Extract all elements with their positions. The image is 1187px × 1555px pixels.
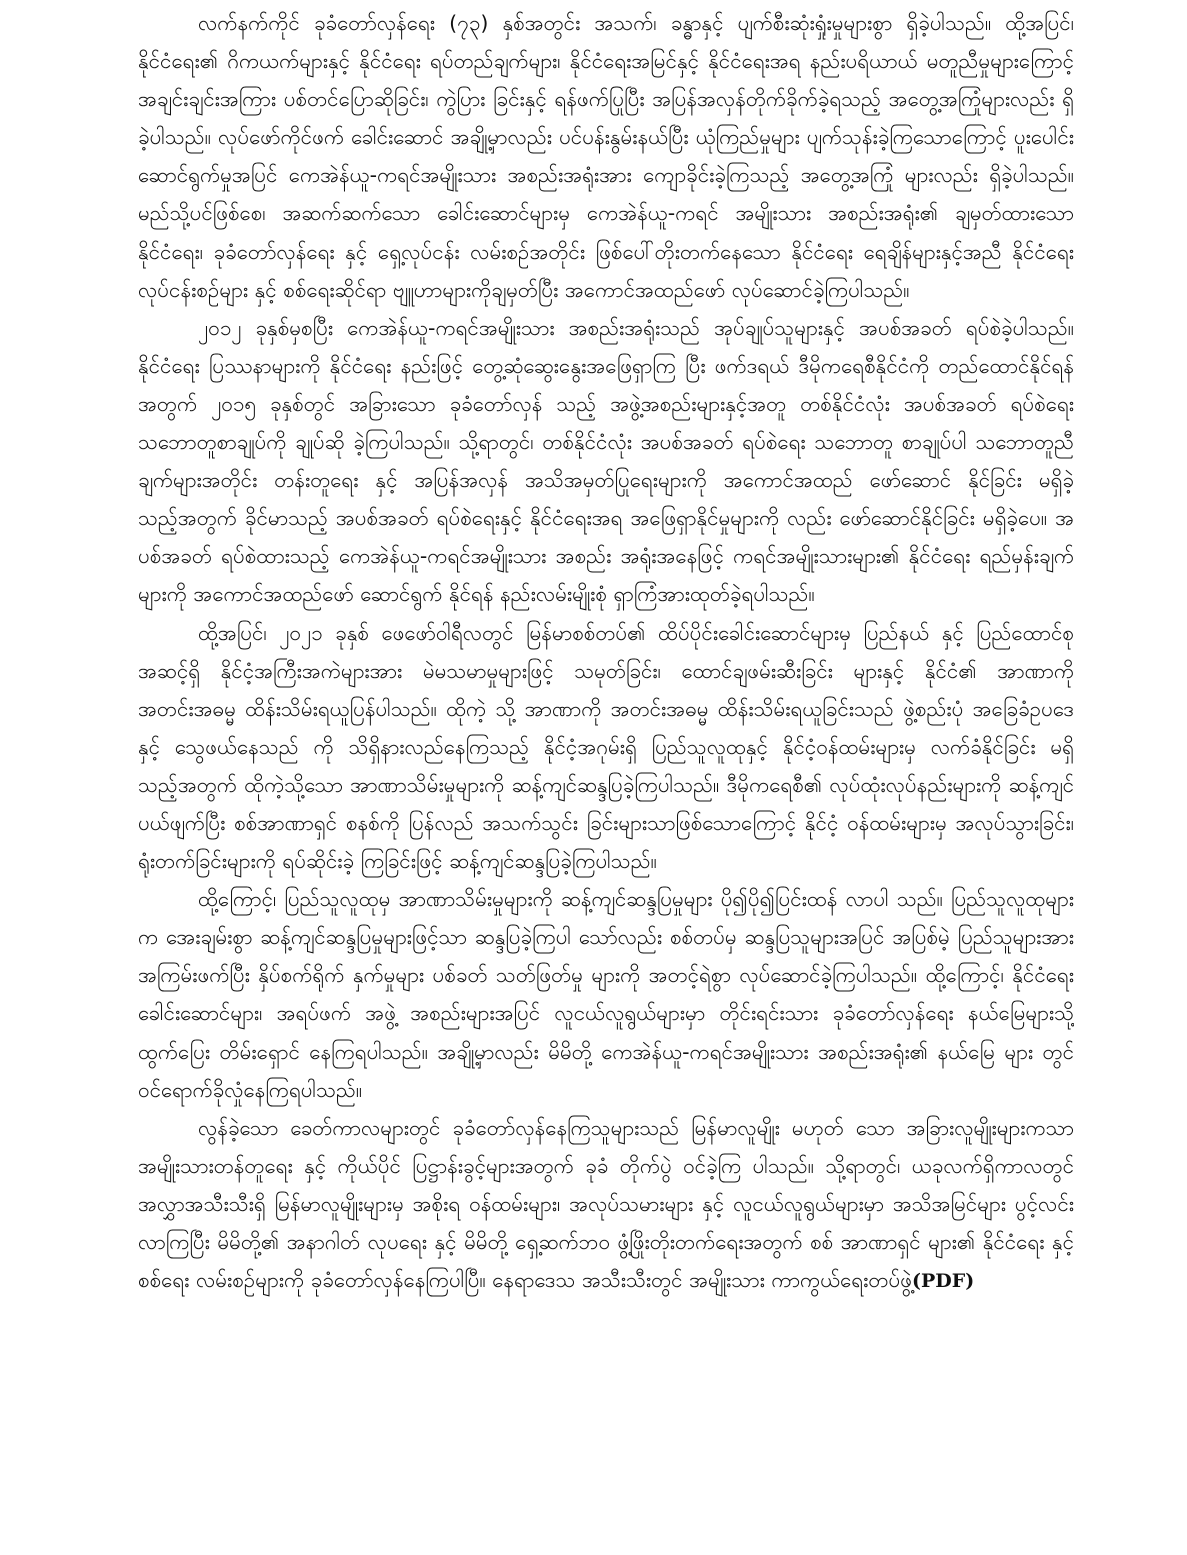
document-page <box>138 4 1074 1548</box>
paragraph-1: လက်နက်ကိုင် ခုခံတော်လှန်ရေး (၇၃) နှစ်အတွင်း အသက်၊ ခန္ဓာနှင့် ပျက်စီးဆုံးရှုံးမှုများစွာ ရှိခဲ့ပါသည်။ ထို့အပြင်၊ နိုင်ငံရေး၏ ဂိကယက်များနှင့် နိုင်ငံရေး ရပ်တည်ချက်များ၊ နိုင်ငံရေးအမြင်နှင့် နိုင်ငံရေးအရ နည်းပရိယာယ် မတူညီမှုများကြောင့် အချင်းချင်းအကြား ပစ်တင်ပြောဆိုခြင်း၊ ကွဲပြား ခြင်းနှင့် ရန်ဖက်ပြုပြီး အပြန်အလှန်တိုက်ခိုက်ခဲ့ရသည့် အတွေ့အကြုံများလည်း ရှိခဲ့ပါသည်။ လုပ်ဖော်ကိုင်ဖက် ခေါင်းဆောင် အချို့မှာလည်း ပင်ပန်းနွမ်းနယ်ပြီး ယုံကြည်မှုများ ပျက်သုန်းခဲ့ကြသောကြောင့် ပူးပေါင်း ဆောင်ရွက်မှုအပြင် ကေအဲန်ယူ-ကရင်အမျိုးသား အစည်းအရုံးအား ကျောခိုင်းခဲ့ကြသည့် အတွေ့အကြုံ များလည်း ရှိခဲ့ပါသည်။ မည်သို့ပင်ဖြစ်စေ၊ အဆက်ဆက်သော ခေါင်းဆောင်များမှ ကေအဲန်ယူ-ကရင် အမျိုးသား အစည်းအရုံး၏ ချမှတ်ထားသော နိုင်ငံရေး၊ ခုခံတော်လှန်ရေး နှင့် ရှေ့လုပ်ငန်း လမ်းစဉ်အတိုင်း ဖြစ်ပေါ်တိုးတက်နေသော နိုင်ငံရေး ရေချိန်များနှင့်အညီ နိုင်ငံရေး လုပ်ငန်းစဉ်များ နှင့် စစ်ရေးဆိုင်ရာ ဗျူဟာများကိုချမှတ်ပြီး အကောင်အထည်ဖော် လုပ်ဆောင်ခဲ့ကြပါသည်။ <box>138 11 1074 302</box>
paragraph-4: ထို့ကြောင့်၊ ပြည်သူလူထုမှ အာဏာသိမ်းမှုများကို ဆန့်ကျင်ဆန္ဒပြမှုများ ပို၍ပို၍ပြင်းထန် လာပါ သည်။ ပြည်သူလူထုများက အေးချမ်းစွာ ဆန့်ကျင်ဆန္ဒပြမှုများဖြင့်သာ ဆန္ဒပြခဲ့ကြပါ သော်လည်း စစ်တပ်မှ ဆန္ဒပြသူများအပြင် အပြစ်မဲ့ ပြည်သူများအား အကြမ်းဖက်ပြီး နှိပ်စက်ရိုက် နှက်မှုများ ပစ်ခတ် သတ်ဖြတ်မှု များကို အတင့်ရဲစွာ လုပ်ဆောင်ခဲ့ကြပါသည်။ ထို့ကြောင့်၊ နိုင်ငံရေး ခေါင်းဆောင်များ၊ အရပ်ဖက် အဖွဲ့ အစည်းများအပြင် လူငယ်လူရွယ်များမှာ တိုင်းရင်းသား ခုခံတော်လှန်ရေး နယ်မြေများသို့ ထွက်ပြေး တိမ်းရှောင် နေကြရပါသည်။ အချို့မှာလည်း မိမိတို့ ကေအဲန်ယူ-ကရင်အမျိုးသား အစည်းအရုံး၏ နယ်မြေ များ တွင် ဝင်ရောက်ခိုလှုံနေကြရပါသည်။ <box>138 887 1074 1102</box>
paragraph-5 <box>138 1109 1074 1300</box>
paragraph-5-text: လွန်ခဲ့သော ခေတ်ကာလများတွင် ခုခံတော်လှန်နေကြသူများသည် မြန်မာလူမျိုး မဟုတ် သော အခြားလူမျိုးများကသာ အမျိုးသားတန်တူရေး နှင့် ကိုယ်ပိုင် ပြဋ္ဌာန်းခွင့်များအတွက် ခုခံ တိုက်ပွဲ ဝင်ခဲ့ကြ ပါသည်။ သို့ရာတွင်၊ ယခုလက်ရှိကာလတွင် အလွှာအသီးသီးရှိ မြန်မာလူမျိုးများမှ အစိုးရ ဝန်ထမ်းများ၊ အလုပ်သမားများ နှင့် လူငယ်လူရွယ်များမှာ အသိအမြင်များ ပွင့်လင်းလာကြပြီး မိမိတို့၏ အနာဂါတ် လုပရေး နှင့် မိမိတို့ ရှေ့ဆက်ဘဝ ဖွံ့ဖြိုးတိုးတက်ရေးအတွက် စစ် အာဏာရှင် များ၏ နိုင်ငံရေး နှင့် စစ်ရေး လမ်းစဉ်များကို ခုခံတော်လှန်နေကြပါပြီ။ နေရာဒေသ အသီးသီးတွင် အမျိုးသား ကာကွယ်ရေးတပ်ဖွဲ့ <box>138 1115 1074 1293</box>
pdf-label: (PDF) <box>911 1270 975 1293</box>
paragraph-2: ၂၀၁၂ ခုနှစ်မှစပြီး ကေအဲန်ယူ-ကရင်အမျိုးသား အစည်းအရုံးသည် အုပ်ချုပ်သူများနှင့် အပစ်အခတ် ရပ်စဲခဲ့ပါသည်။ နိုင်ငံရေး ပြဿနာများကို နိုင်ငံရေး နည်းဖြင့် တွေ့ဆုံဆွေးနွေးအဖြေရှာကြ ပြီး ဖက်ဒရယ် ဒီမိုကရေစီနိုင်ငံကို တည်ထောင်နိုင်ရန်အတွက် ၂၀၁၅ ခုနှစ်တွင် အခြားသော ခုခံတော်လှန် သည့် အဖွဲ့အစည်းများနှင့်အတူ တစ်နိုင်ငံလုံး အပစ်အခတ် ရပ်စဲရေး သဘောတူစာချုပ်ကို ချုပ်ဆို ခဲ့ကြပါသည်။ သို့ရာတွင်၊ တစ်နိုင်ငံလုံး အပစ်အခတ် ရပ်စဲရေး သဘောတူ စာချုပ်ပါ သဘောတူညီ ချက်များအတိုင်း တန်းတူရေး နှင့် အပြန်အလှန် အသိအမှတ်ပြုရေးများကို အကောင်အထည် ဖော်ဆောင် နိုင်ခြင်း မရှိခဲ့သည့်အတွက် ခိုင်မာသည့် အပစ်အခတ် ရပ်စဲရေးနှင့် နိုင်ငံရေးအရ အဖြေရှာနိုင်မှုများကို လည်း ဖော်ဆောင်နိုင်ခြင်း မရှိခဲ့ပေ။ အပစ်အခတ် ရပ်စဲထားသည့် ကေအဲန်ယူ-ကရင်အမျိုးသား အစည်း အရုံးအနေဖြင့် ကရင်အမျိုးသားများ၏ နိုင်ငံရေး ရည်မှန်းချက်များကို အကောင်အထည်ဖော် ဆောင်ရွက် နိုင်ရန် နည်းလမ်းမျိုးစုံ ရှာကြံအားထုတ်ခဲ့ရပါသည်။ <box>138 315 1074 607</box>
paragraph-3: ထို့အပြင်၊ ၂၀၂၁ ခုနှစ် ဖေဖော်ဝါရီလတွင် မြန်မာစစ်တပ်၏ ထိပ်ပိုင်းခေါင်းဆောင်များမှ ပြည်နယ် နှင့် ပြည်ထောင်စုအဆင့်ရှိ နိုင်ငံ့အကြီးအကဲများအား မဲမသမာမှုများဖြင့် သမုတ်ခြင်း၊ ထောင်ချဖမ်းဆီးခြင်း များနှင့် နိုင်ငံ၏ အာဏာကို အတင်းအဓမ္မ ထိန်းသိမ်းရယူပြန်ပါသည်။ ထိုကဲ့ သို့ အာဏာကို အတင်းအဓမ္မ ထိန်းသိမ်းရယူခြင်းသည် ဖွဲ့စည်းပုံ အခြေခံဥပဒေနှင့် သွေဖယ်နေသည် ကို သိရှိနားလည်နေကြသည့် နိုင်ငံ့အဂုမ်းရှိ ပြည်သူလူထုနှင့် နိုင်ငံ့ဝန်ထမ်းများမှ လက်ခံနိုင်ခြင်း မရှိသည့်အတွက် ထိုကဲ့သို့သော အာဏာသိမ်းမှုများကို ဆန့်ကျင်ဆန္ဒပြခဲ့ကြပါသည်။ ဒီမိုကရေစီ၏ လုပ်ထုံးလုပ်နည်းများကို ဆန့်ကျင် ပယ်ဖျက်ပြီး စစ်အာဏာရှင် စနစ်ကို ပြန်လည် အသက်သွင်း ခြင်းများသာဖြစ်သောကြောင့် နိုင်ငံ့ ဝန်ထမ်းများမှ အလုပ်သွားခြင်း၊ ရုံးတက်ခြင်းများကို ရပ်ဆိုင်းခဲ့ ကြခြင်းဖြင့် ဆန့်ကျင်ဆန္ဒပြခဲ့ကြပါသည်။ <box>138 620 1074 874</box>
